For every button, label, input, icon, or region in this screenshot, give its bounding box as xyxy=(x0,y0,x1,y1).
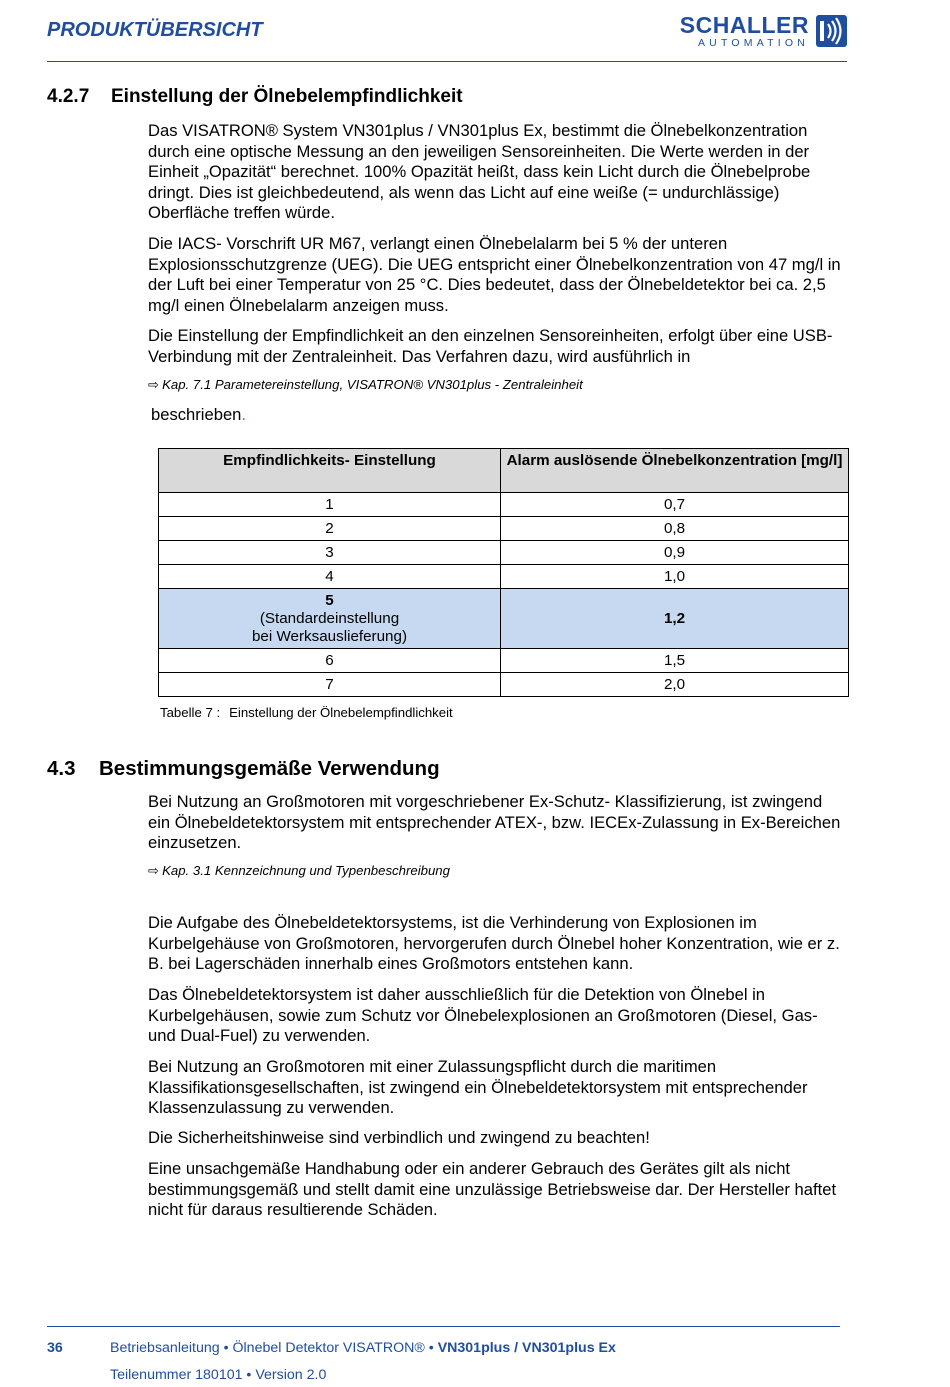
paragraph: Bei Nutzung an Großmotoren mit einer Zulassungspflicht durch die maritimen Klassifikationsgesellschaften, ist zwingend ein Ölnebeldetektorsystem mit entsprechender Klassenzulassung zu verwenden. xyxy=(148,1057,808,1117)
paragraph: Die Einstellung der Empfindlichkeit an den einzelnen Sensoreinheiten, erfolgt über eine USB-Verbindung mit der Zentraleinheit. Das Verfahren dazu, wird ausführlich in xyxy=(148,326,833,366)
concentration-cell: 0,7 xyxy=(501,493,849,517)
cross-reference xyxy=(148,863,450,879)
footer-doc-prefix: Betriebsanleitung • Ölnebel Detektor VISATRON® • xyxy=(110,1340,434,1356)
section-number: 4.3 xyxy=(47,757,76,780)
period-mark: . xyxy=(241,405,247,424)
table-row-default xyxy=(159,589,849,649)
section-number: 4.2.7 xyxy=(47,86,90,107)
paragraph-continuation xyxy=(151,405,851,426)
concentration-cell: 0,8 xyxy=(501,517,849,541)
concentration-cell: 2,0 xyxy=(501,673,849,697)
column-header: Empfindlichkeits- Einstellung xyxy=(159,449,501,493)
setting-cell: 6 xyxy=(159,649,501,673)
footer-divider xyxy=(47,1326,840,1327)
page-number: 36 xyxy=(47,1340,63,1356)
default-note-line1: (Standardeinstellung xyxy=(259,609,400,627)
concentration-cell: 1,0 xyxy=(501,565,849,589)
caption-label: Tabelle 7 : xyxy=(160,705,221,720)
concentration-cell: 1,5 xyxy=(501,649,849,673)
cross-reference-text: Kap. 7.1 Parametereinstellung, VISATRON® VN301plus - Zentraleinheit xyxy=(162,377,583,392)
column-header: Alarm auslösende Ölnebelkonzentration [mg/l] xyxy=(501,449,849,493)
setting-cell: 1 xyxy=(159,493,501,517)
section-title: Einstellung der Ölnebelempfindlichkeit xyxy=(111,86,463,107)
cross-reference-text: Kap. 3.1 Kennzeichnung und Typenbeschreibung xyxy=(162,863,450,878)
setting-value: 5 xyxy=(325,591,334,609)
table-row xyxy=(159,517,849,541)
table-row xyxy=(159,493,849,517)
logo-signal-icon xyxy=(816,15,847,47)
section-heading-4-3 xyxy=(47,757,440,781)
arrow-right-icon: ⇨ xyxy=(148,377,160,392)
table-row xyxy=(159,649,849,673)
paragraph: Das VISATRON® System VN301plus / VN301plus Ex, bestimmt die Ölnebelkonzentration durch eine optische Messung an den jeweiligen Sensoreinheiten. Die Werte werden in der Einheit „Opazität“ berechnet. 100% Opazität heißt, dass kein Licht durch die Ölnebelprobe dringt. Dies ist gleichbedeutend, als wenn das Licht auf eine weiße (= undurchlässige) Oberfläche treffen würde. xyxy=(148,121,811,222)
setting-cell: 7 xyxy=(159,673,501,697)
header-divider xyxy=(47,61,847,62)
setting-cell: 4 xyxy=(159,565,501,589)
footer-doc-model: VN301plus / VN301plus Ex xyxy=(437,1340,616,1356)
continuation-text: beschrieben xyxy=(151,405,242,424)
paragraph: Die IACS- Vorschrift UR M67, verlangt einen Ölnebelalarm bei 5 % der unteren Explosionsschutzgrenze (UEG). Die UEG entspricht einer Ölnebelkonzentration von 47 mg/l in der Luft bei einer Temperatur von 25 °C. Dies bedeutet, dass der Ölnebeldetektor bei ca. 2,5 mg/l einen Ölnebelalarm anzeigen muss. xyxy=(148,234,841,315)
paragraph: Die Sicherheitshinweise sind verbindlich und zwingend zu beachten! xyxy=(148,1128,650,1147)
sensitivity-table xyxy=(158,448,849,697)
caption-text: Einstellung der Ölnebelempfindlichkeit xyxy=(229,705,453,720)
section-heading-4-2-7 xyxy=(47,86,463,108)
company-logo xyxy=(657,14,849,50)
page-header-title: PRODUKTÜBERSICHT xyxy=(47,19,263,41)
setting-cell xyxy=(159,589,501,649)
table-header-row xyxy=(159,449,849,493)
table-row xyxy=(159,565,849,589)
setting-cell: 2 xyxy=(159,517,501,541)
logo-subline: AUTOMATION xyxy=(697,37,809,49)
paragraph: Die Aufgabe des Ölnebeldetektorsystems, ist die Verhinderung von Explosionen im Kurbelgehäuse von Großmotoren, hervorgerufen durch Ölnebel hoher Konzentration, wie er z. B. bei Lagerschäden innerhalb eines Großmotors entstehen kann. xyxy=(148,913,840,973)
footer-document-title xyxy=(110,1340,616,1356)
setting-cell: 3 xyxy=(159,541,501,565)
arrow-right-icon: ⇨ xyxy=(148,863,160,878)
default-note-line2: bei Werksauslieferung) xyxy=(251,627,408,645)
paragraph: Eine unsachgemäße Handhabung oder ein anderer Gebrauch des Gerätes gilt als nicht bestimmungsgemäß und stellt damit eine unzulässige Betriebsweise dar. Der Hersteller haftet nicht für daraus resultierende Schäden. xyxy=(148,1159,837,1219)
table-row xyxy=(159,541,849,565)
cross-reference xyxy=(148,377,583,393)
concentration-cell: 0,9 xyxy=(501,541,849,565)
footer-part-number: Teilenummer 180101 • Version 2.0 xyxy=(110,1367,327,1383)
concentration-cell: 1,2 xyxy=(501,589,849,649)
paragraph: Bei Nutzung an Großmotoren mit vorgeschriebener Ex-Schutz- Klassifizierung, ist zwingend ein Ölnebeldetektorsystem mit entsprechender ATEX-, bzw. IECEx-Zulassung in Ex-Bereichen einzusetzen. xyxy=(148,792,841,852)
table-caption xyxy=(160,705,453,720)
paragraph: Das Ölnebeldetektorsystem ist daher ausschließlich für die Detektion von Ölnebel in Kurbelgehäusen, sowie zum Schutz vor Ölnebelexplosionen an Großmotoren (Diesel, Gas- und Dual-Fuel) zu verwenden. xyxy=(148,985,818,1045)
section-title: Bestimmungsgemäße Verwendung xyxy=(99,757,440,780)
logo-wordmark: SCHALLER xyxy=(679,12,809,38)
table-row xyxy=(159,673,849,697)
